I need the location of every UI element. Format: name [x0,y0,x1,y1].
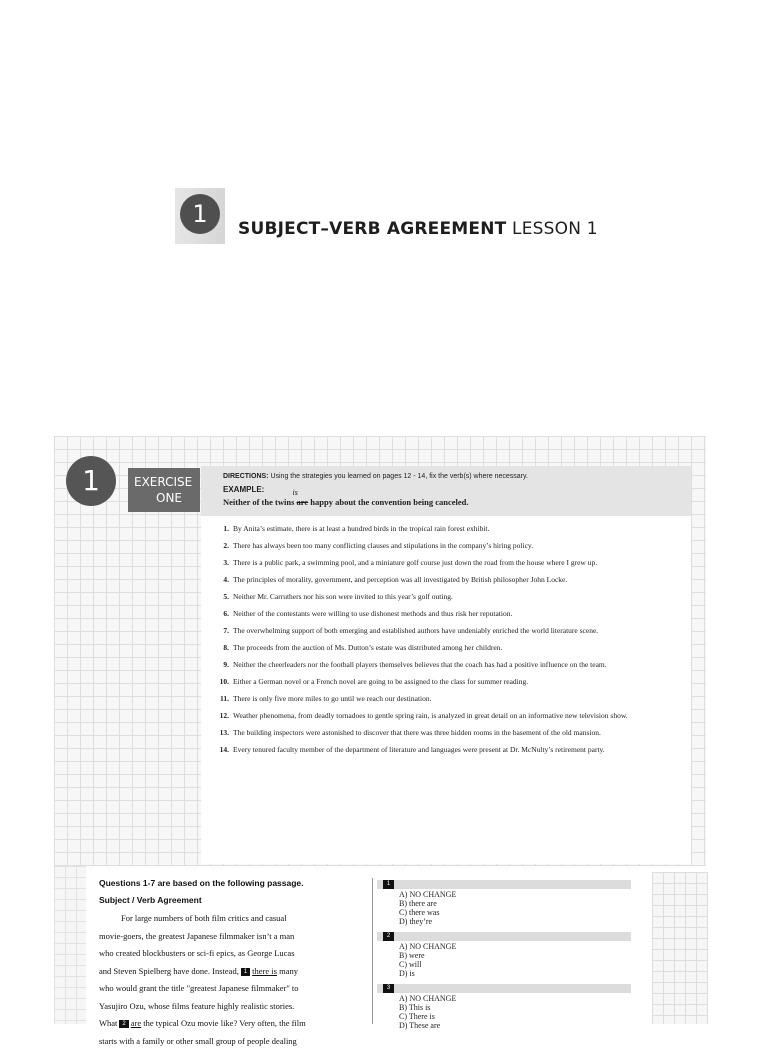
answer-question-bar [377,984,631,993]
exercise-item-number: 11. [213,694,233,703]
exercise-item [213,592,683,601]
answer-question-number: 3 [383,984,394,993]
exercise-items-list [213,524,683,762]
exercise-item-text: By Anita’s estimate, there is at least a hundred birds in the tropical rain forest exhibit. [233,524,683,533]
answer-option[interactable]: B) there are [399,899,631,908]
exercise-item [213,745,683,754]
answer-option[interactable]: D) is [399,969,631,978]
exercise-item-text: Either a German novel or a French novel are going to be assigned to the class for summer reading. [233,677,683,686]
exercise-item-text: The building inspectors were astonished to discover that there was three hidden rooms in the basement of the old mansion. [233,728,683,737]
exercise-item-number: 4. [213,575,233,584]
exercise-item [213,541,683,550]
exercise-item-number: 13. [213,728,233,737]
exercise-item [213,711,683,720]
column-divider [372,878,373,1024]
passage-line [99,963,371,981]
answer-question-number: 1 [383,880,394,889]
answer-question-number: 2 [383,932,394,941]
exercise-item-number: 2. [213,541,233,550]
passage-text: What [99,1018,117,1028]
lesson-header [175,188,595,244]
exercise-label-line2: ONE [134,490,200,506]
answer-option[interactable]: D) These are [399,1021,631,1030]
answer-choices [377,880,631,1036]
answer-option[interactable]: C) There is [399,1012,631,1021]
directions-text: Using the strategies you learned on pages 12 - 14, fix the verb(s) where necessary. [269,473,528,480]
lesson-number-badge: 1 [180,194,220,234]
directions-label: DIRECTIONS: [223,473,269,480]
exercise-item [213,643,683,652]
answer-question-bar [377,880,631,889]
underlined-phrase: there is [252,966,277,976]
answer-option[interactable]: A) NO CHANGE [399,942,631,951]
exercise-content [201,466,691,864]
exercise-item-number: 10. [213,677,233,686]
exercise-item [213,575,683,584]
exercise-item-number: 12. [213,711,233,720]
answer-option[interactable]: D) they’re [399,917,631,926]
exercise-item-text: There is a public park, a swimming pool, and a miniature golf course just down the road from the house where I grew up. [233,558,683,567]
exercise-item-text: There has always been too many conflicting clauses and stipulations in the company’s hiring policy. [233,541,683,550]
exercise-item-text: Neither of the contestants were willing to use dishonest methods and thus risk her reputation. [233,609,683,618]
grid-strip-left [54,866,86,1024]
exercise-item [213,677,683,686]
answer-options-list [399,942,631,978]
exercise-item-text: Every tenured faculty member of the department of literature and languages were present at Dr. McNulty’s retirement party. [233,745,683,754]
example-after: happy about the convention being canceled. [308,497,468,507]
exercise-label [128,468,200,512]
exercise-item-number: 9. [213,660,233,669]
answer-option[interactable]: B) were [399,951,631,960]
passage-text: many [277,966,298,976]
passage-line: who would grant the title "greatest Japanese filmmaker" to [99,980,371,998]
answer-option[interactable]: C) there was [399,908,631,917]
passage-line: starts with a family or other small group of people dealing [99,1033,371,1050]
lesson-title [238,219,598,239]
example-correction: is [293,488,298,497]
exercise-item [213,558,683,567]
exercise-item-text: Neither the cheerleaders nor the football players themselves believes that the coach has had a positive influence on the team. [233,660,683,669]
exercise-item [213,609,683,618]
exercise-item-number: 6. [213,609,233,618]
exercise-item-number: 14. [213,745,233,754]
lesson-title-suffix: LESSON 1 [506,219,597,239]
question-marker: 1 [241,968,250,976]
question-marker: 2 [119,1020,128,1028]
exercise-item-number: 8. [213,643,233,652]
underlined-phrase: are [131,1018,141,1028]
answer-option[interactable]: A) NO CHANGE [399,994,631,1003]
directions-box [201,466,691,516]
answer-option[interactable]: A) NO CHANGE [399,890,631,899]
exercise-item [213,694,683,703]
passage-subheading: Subject / Verb Agreement [99,895,371,905]
lesson-title-main: SUBJECT–VERB AGREEMENT [238,219,506,239]
answer-options-list [399,994,631,1030]
example-struck-word [297,497,309,507]
exercise-item-number: 7. [213,626,233,635]
example-before: Neither of the twins [223,497,297,507]
passage-line: Yasujiro Ozu, whose films feature highly realistic stories. [99,998,371,1016]
answer-option[interactable]: B) This is [399,1003,631,1012]
passage-line: who created blockbusters or sci-fi epics, as George Lucas [99,945,371,963]
answer-question-bar [377,932,631,941]
passage [99,878,371,1050]
passage-text: the typical Ozu movie like? Very often, the film [141,1018,306,1028]
directions [223,473,683,480]
example-struck-text: are [297,497,309,507]
example-label: EXAMPLE: [223,485,264,494]
exercise-item-text: The proceeds from the auction of Ms. Dutton’s estate was distributed among her children. [233,643,683,652]
passage-line: movie-goers, the greatest Japanese filmmaker isn’t a man [99,928,371,946]
exercise-item [213,660,683,669]
exercise-item-text: The overwhelming support of both emerging and established authors have undeniably enriched the world literature scene. [233,626,683,635]
exercise-panel [54,436,706,866]
exercise-item [213,728,683,737]
answer-options-list [399,890,631,926]
exercise-label-line1: EXERCISE [134,475,192,489]
exercise-item-number: 1. [213,524,233,533]
example-sentence [223,497,469,507]
exercise-item [213,524,683,533]
passage-text: and Steven Spielberg have done. Instead, [99,966,239,976]
grid-strip-right [652,872,708,1024]
exercise-item [213,626,683,635]
exercise-item-text: Weather phenomena, from deadly tornadoes to gentle spring rain, is analyzed in great detail on an informative new television show. [233,711,683,720]
answer-option[interactable]: C) will [399,960,631,969]
exercise-item-text: The principles of morality, government, and perception was all investigated by British philosopher John Locke. [233,575,683,584]
passage-line: For large numbers of both film critics and casual [99,910,371,928]
exercise-item-text: There is only five more miles to go until we reach our destination. [233,694,683,703]
exercise-item-text: Neither Mr. Carruthers nor his son were invited to this year’s golf outing. [233,592,683,601]
exercise-number-badge: 1 [66,456,116,506]
exercise-item-number: 3. [213,558,233,567]
exercise-item-number: 5. [213,592,233,601]
passage-heading: Questions 1-7 are based on the following passage. [99,878,371,888]
